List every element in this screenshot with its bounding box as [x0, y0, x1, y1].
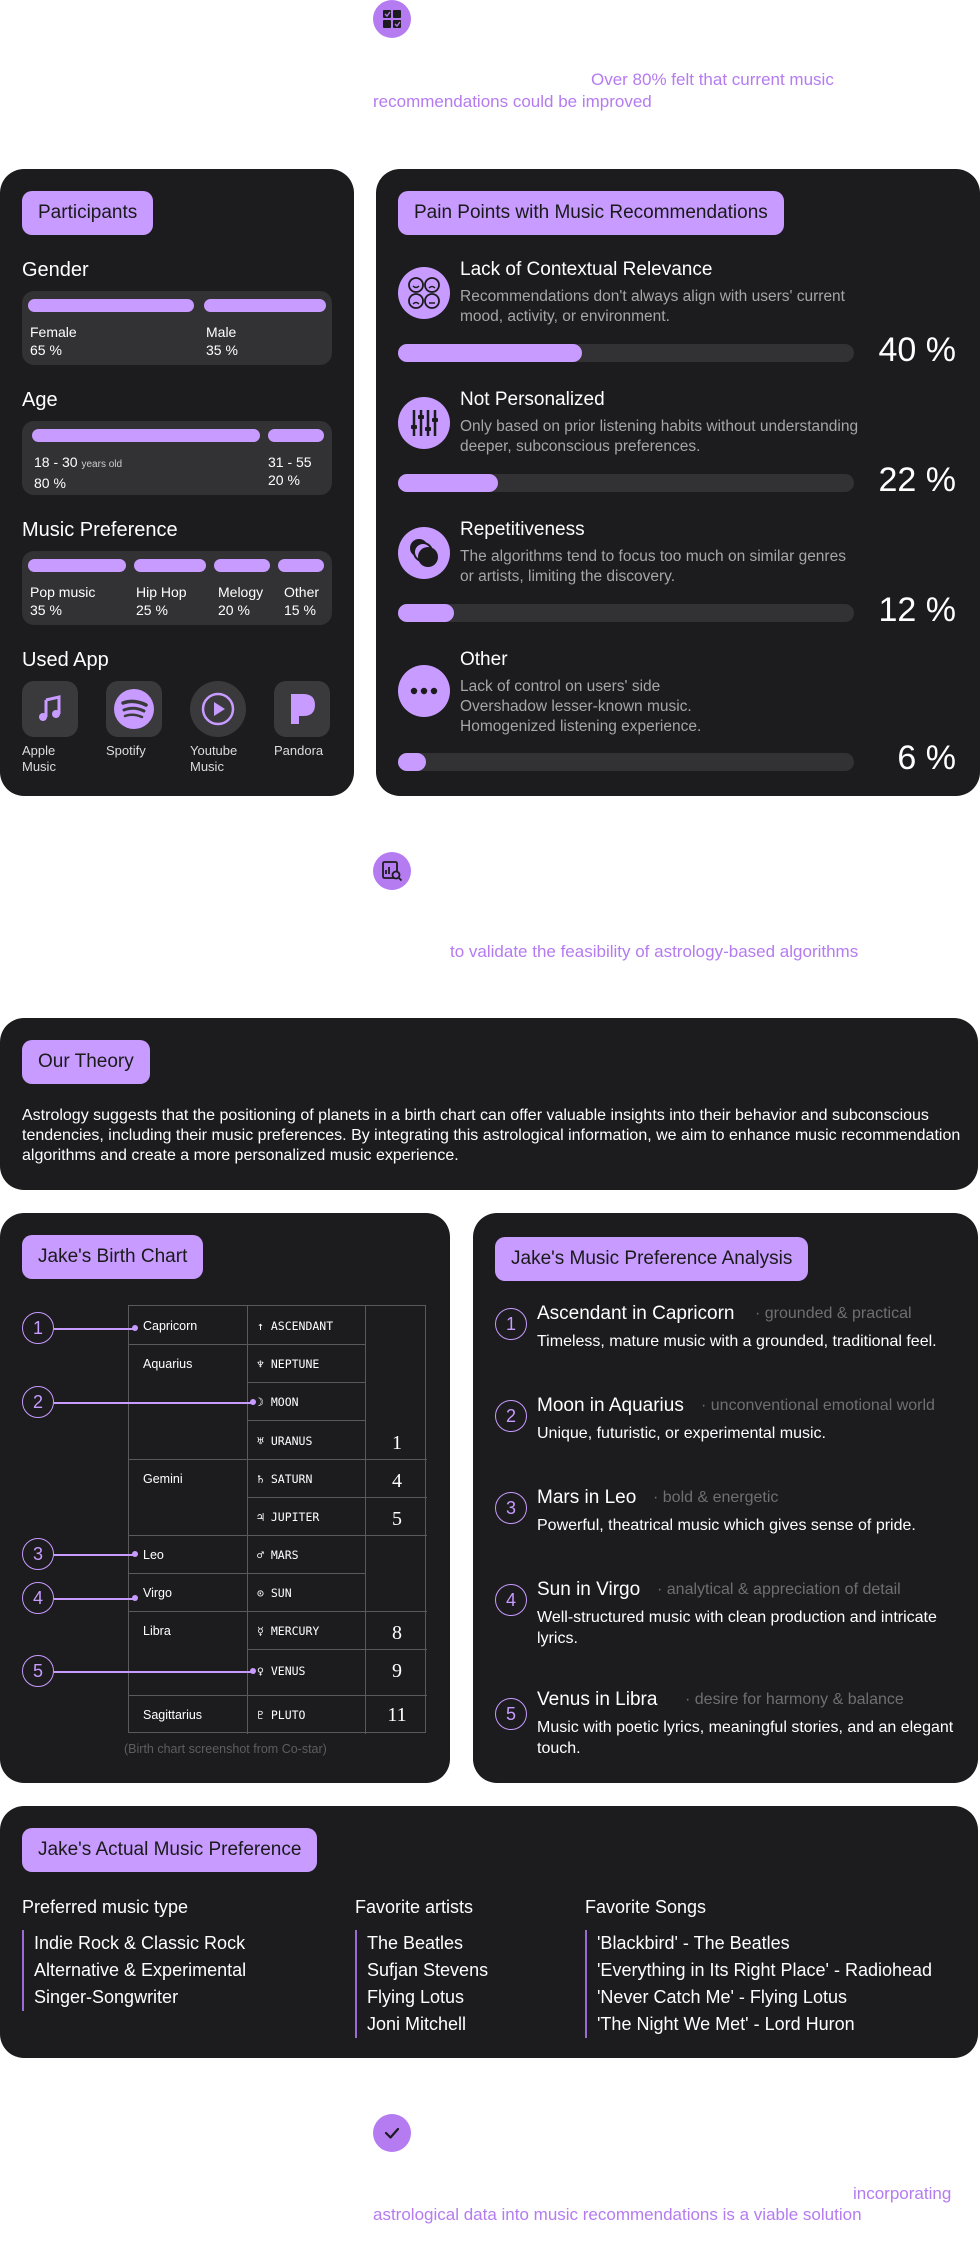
pandora-icon — [274, 681, 330, 737]
gender-female-bar — [28, 299, 194, 312]
analysis-marker-2: 2 — [495, 1400, 527, 1432]
song-item: 'Everything in Its Right Place' - Radiohead — [597, 1960, 933, 1980]
music-pref-title: Music Preference — [22, 519, 178, 541]
used-app-title: Used App — [22, 649, 109, 671]
planet-mars: ♂ MARS — [257, 1548, 299, 1562]
chart-dot-4 — [132, 1595, 138, 1601]
music-pref-box — [22, 551, 332, 625]
planet-moon: ☽ MOON — [257, 1395, 299, 1409]
house-11: 11 — [387, 1704, 407, 1726]
gender-female-label: Female 65 % — [30, 324, 77, 358]
bottom-callout-line2: astrological data into music recommendations is a viable solution — [373, 2205, 862, 2224]
pp-3-desc: The algorithms tend to focus too much on similar genres or artists, limiting the discovery. — [460, 548, 846, 585]
sign-capricorn: Capricorn — [143, 1319, 198, 1333]
song-item: 'Blackbird' - The Beatles — [597, 1933, 790, 1953]
analysis-4-desc: Well-structured music with clean production and intricate lyrics. — [537, 1609, 937, 1647]
chart-dot-5 — [250, 1668, 256, 1674]
analysis-4-tag: · analytical & appreciation of detail — [657, 1581, 901, 1598]
planet-saturn: ♄ SATURN — [257, 1472, 313, 1486]
chart-marker-5: 5 — [22, 1655, 54, 1687]
youtube-music-label: Youtube Music — [190, 743, 238, 774]
hiphop-bar — [134, 559, 206, 572]
analysis-marker-5: 5 — [495, 1698, 527, 1730]
melogy-bar — [214, 559, 270, 572]
apple-music-icon — [22, 681, 78, 737]
age-box — [22, 421, 332, 495]
analysis-5-tag: · desire for harmony & balance — [685, 1691, 904, 1708]
house-1: 1 — [392, 1432, 402, 1454]
top-callout-line1: Over 80% felt that current music — [591, 70, 834, 89]
birth-chart-caption: (Birth chart screenshot from Co-star) — [124, 1742, 327, 1756]
music-type-item: Indie Rock & Classic Rock — [34, 1933, 246, 1953]
pp-2-title: Not Personalized — [460, 389, 605, 410]
analysis-1-title: Ascendant in Capricorn — [537, 1303, 735, 1324]
sign-gemini: Gemini — [143, 1472, 183, 1486]
participants-card — [0, 169, 354, 796]
song-item: 'The Night We Met' - Lord Huron — [597, 2014, 855, 2034]
pp-4-desc: Lack of control on users' side Overshadow lesser-known music. Homogenized listening experience. — [460, 678, 702, 735]
analysis-5-desc: Music with poetic lyrics, meaningful stories, and an elegant touch. — [537, 1719, 954, 1757]
pp-3-track — [398, 604, 854, 622]
sign-aquarius: Aquarius — [143, 1357, 193, 1371]
pp-1-pct: 40 % — [878, 331, 956, 369]
chart-connector-5 — [54, 1671, 252, 1673]
songs-list — [585, 1930, 932, 2038]
songs-title: Favorite Songs — [585, 1897, 707, 1917]
artist-item: The Beatles — [367, 1933, 464, 1953]
analysis-4-title: Sun in Virgo — [537, 1579, 641, 1600]
pp-1-title: Lack of Contextual Relevance — [460, 259, 713, 280]
hiphop-label: Hip Hop 25 % — [136, 584, 187, 618]
other-label: Other 15 % — [284, 584, 320, 618]
artist-item: Joni Mitchell — [367, 2014, 467, 2034]
bottom-callout-line1: incorporating — [853, 2184, 952, 2203]
gender-title: Gender — [22, 259, 89, 281]
analysis-card — [473, 1213, 978, 1783]
chart-connector-3 — [54, 1554, 134, 1556]
planet-mercury: ☿ MERCURY — [257, 1624, 320, 1638]
pp-2-fill — [398, 474, 498, 492]
chart-search-icon — [373, 852, 411, 890]
pp-4-track — [398, 753, 854, 771]
analysis-2-desc: Unique, futuristic, or experimental music. — [537, 1425, 826, 1442]
chart-marker-2: 2 — [22, 1386, 54, 1418]
planet-pluto: ♇ PLUTO — [257, 1708, 306, 1722]
spotify-icon — [106, 681, 162, 737]
pop-label: Pop music 35 % — [30, 584, 96, 618]
other-bar — [278, 559, 324, 572]
chart-dot-1 — [132, 1325, 138, 1331]
age-31-55-label: 31 - 55 20 % — [268, 454, 312, 488]
spotify-label: Spotify — [106, 743, 146, 758]
artist-item: Flying Lotus — [367, 1987, 465, 2007]
analysis-2-title: Moon in Aquarius — [537, 1395, 684, 1416]
pandora-label: Pandora — [274, 743, 324, 758]
music-type-item: Singer-Songwriter — [34, 1987, 179, 2007]
pp-3-title: Repetitiveness — [460, 519, 585, 540]
sign-libra: Libra — [143, 1624, 171, 1638]
pp-2-track — [398, 474, 854, 492]
chart-dot-3 — [132, 1551, 138, 1557]
apple-music-label: Apple Music — [22, 743, 56, 774]
analysis-5-title: Venus in Libra — [537, 1689, 658, 1710]
theory-pill: Our Theory — [22, 1040, 150, 1084]
house-9: 9 — [392, 1660, 402, 1682]
music-type-title: Preferred music type — [22, 1897, 189, 1917]
pp-3-pct: 12 % — [878, 591, 956, 629]
sign-leo: Leo — [143, 1548, 164, 1562]
house-4: 4 — [392, 1470, 402, 1492]
chart-marker-3: 3 — [22, 1538, 54, 1570]
analysis-1-tag: · grounded & practical — [755, 1305, 912, 1322]
participants-pill: Participants — [22, 191, 153, 235]
house-8: 8 — [392, 1622, 402, 1644]
theory-card — [0, 1018, 978, 1190]
artists-list — [355, 1930, 488, 2038]
birth-chart-pill: Jake's Birth Chart — [22, 1235, 203, 1279]
gender-box — [22, 291, 332, 365]
more-dots-icon — [398, 665, 450, 717]
pp-4-pct: 6 % — [897, 739, 956, 777]
chart-connector-2 — [54, 1402, 252, 1404]
pp-1-desc: Recommendations don't always align with users' current mood, activity, or environment. — [460, 288, 845, 325]
gender-male-label: Male 35 % — [206, 324, 238, 358]
theory-text: Astrology suggests that the positioning of planets in a birth chart can offer valuable insights into their behavior and subconscious tendencies, including their music preferences. By integrating this astrological information, we aim to enhance music recommendation algorithms and create a more personalized music experience. — [22, 1107, 961, 1164]
chart-connector-1 — [54, 1328, 134, 1330]
sign-virgo: Virgo — [143, 1586, 172, 1600]
music-type-list — [22, 1930, 246, 2011]
chart-connector-4 — [54, 1598, 134, 1600]
planet-neptune: ♆ NEPTUNE — [257, 1357, 320, 1371]
check-icon — [373, 2114, 411, 2152]
gender-male-bar — [204, 299, 326, 312]
age-18-30-bar — [32, 429, 260, 442]
chart-marker-1: 1 — [22, 1312, 54, 1344]
planet-jupiter: ♃ JUPITER — [257, 1510, 320, 1524]
chart-dot-2 — [250, 1399, 256, 1405]
actual-pref-card — [0, 1806, 978, 2058]
planet-sun: ⊙ SUN — [257, 1586, 292, 1600]
pp-1-fill — [398, 344, 582, 362]
mid-callout-text: to validate the feasibility of astrology-based algorithms — [450, 942, 859, 961]
music-type-item: Alternative & Experimental — [34, 1960, 247, 1980]
analysis-1-desc: Timeless, mature music with a grounded, traditional feel. — [537, 1333, 937, 1350]
sliders-icon — [398, 397, 450, 449]
analysis-3-tag: · bold & energetic — [653, 1489, 779, 1506]
song-item: 'Never Catch Me' - Flying Lotus — [597, 1987, 847, 2007]
analysis-marker-4: 4 — [495, 1584, 527, 1616]
pp-4-title: Other — [460, 649, 508, 670]
chart-marker-4: 4 — [22, 1582, 54, 1614]
analysis-marker-3: 3 — [495, 1492, 527, 1524]
age-31-55-bar — [268, 429, 324, 442]
house-5: 5 — [392, 1508, 402, 1530]
top-callout-line2: recommendations could be improved — [373, 92, 652, 111]
pp-1-track — [398, 344, 854, 362]
pp-3-fill — [398, 604, 454, 622]
analysis-2-tag: · unconventional emotional world — [701, 1397, 935, 1414]
mood-faces-icon — [398, 267, 450, 319]
analysis-3-desc: Powerful, theatrical music which gives sense of pride. — [537, 1517, 916, 1534]
birth-chart-table — [128, 1305, 426, 1733]
youtube-music-icon — [190, 681, 246, 737]
planet-venus: ♀ VENUS — [257, 1664, 306, 1678]
stacked-circles-icon — [398, 527, 450, 579]
pp-4-fill — [398, 753, 426, 771]
analysis-marker-1: 1 — [495, 1308, 527, 1340]
planet-ascendant: ↑ ASCENDANT — [257, 1319, 334, 1333]
melogy-label: Melogy 20 % — [218, 584, 264, 618]
pp-2-desc: Only based on prior listening habits without understanding deeper, subconscious preferences. — [460, 418, 859, 455]
survey-icon — [373, 0, 411, 38]
pain-points-pill: Pain Points with Music Recommendations — [398, 191, 784, 235]
pain-points-card — [376, 169, 980, 796]
artist-item: Sufjan Stevens — [367, 1960, 489, 1980]
age-title: Age — [22, 389, 58, 411]
planet-uranus: ♅ URANUS — [257, 1434, 313, 1448]
actual-pref-pill: Jake's Actual Music Preference — [22, 1828, 317, 1872]
analysis-pill: Jake's Music Preference Analysis — [495, 1237, 808, 1281]
sign-sagittarius: Sagittarius — [143, 1708, 203, 1722]
analysis-3-title: Mars in Leo — [537, 1487, 637, 1508]
artists-title: Favorite artists — [355, 1897, 474, 1917]
pp-2-pct: 22 % — [878, 461, 956, 499]
age-18-30-label: 18 - 30 years old 80 % — [34, 454, 123, 491]
pop-bar — [28, 559, 126, 572]
